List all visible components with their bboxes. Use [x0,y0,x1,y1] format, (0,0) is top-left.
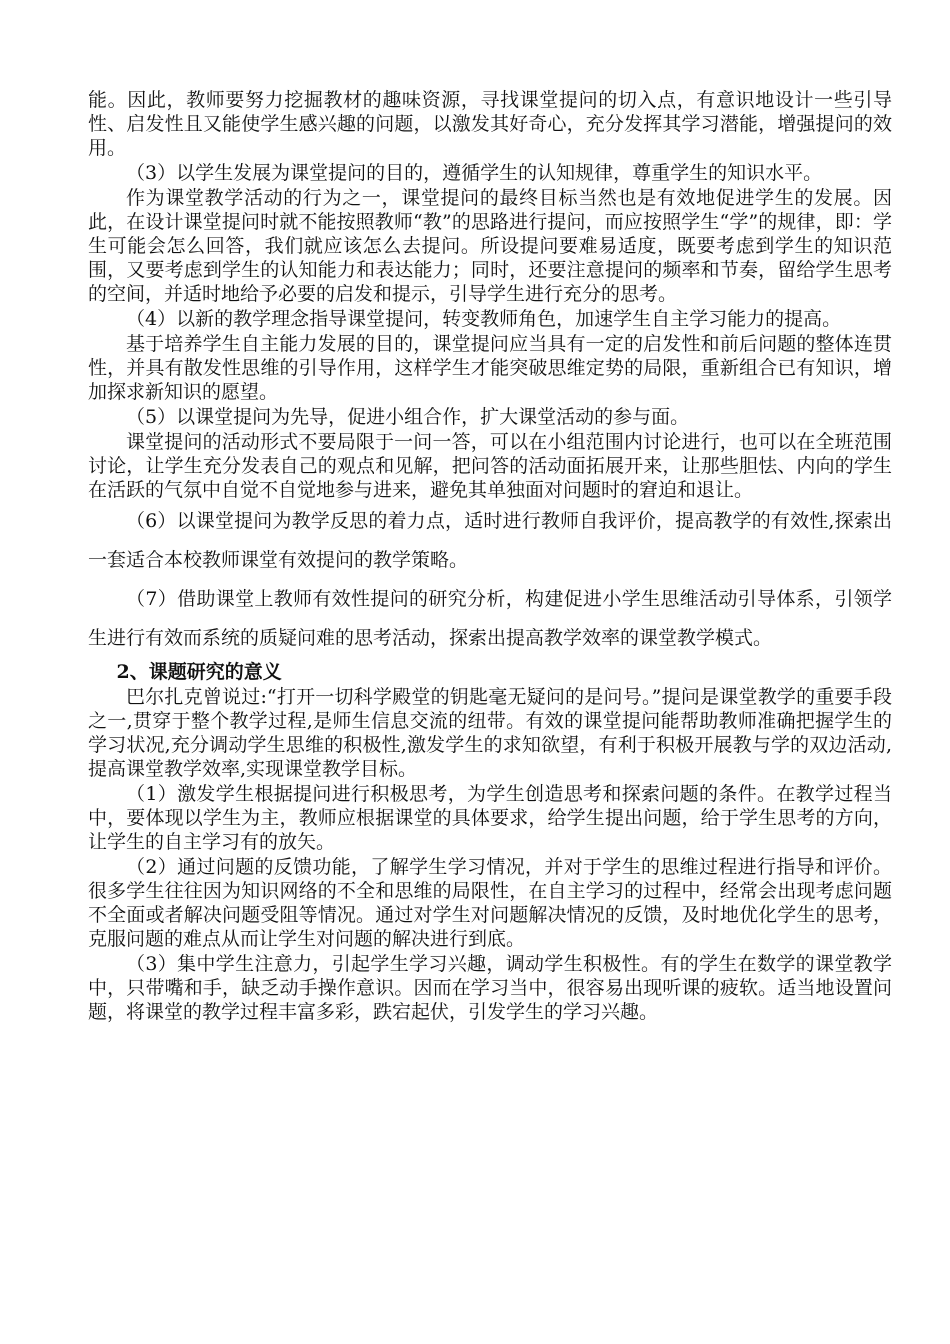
paragraph-8: （6）以课堂提问为教学反思的着力点，适时进行教师自我评价，提高教学的有效性,探索出一套适合本校教师课堂有效提问的教学策略。 [88,510,892,571]
document-page [88,88,892,1024]
paragraph-1: 能。因此，教师要努力挖掘教材的趣味资源，寻找课堂提问的切入点，有意识地设计一些引导性、启发性且又能使学生感兴趣的问题，以激发其好奇心，充分发挥其学习潜能，增强提问的效用。 [88,89,892,159]
paragraph-11: （1）激发学生根据提问进行积极思考，为学生创造思考和探索问题的条件。在教学过程当中，要体现以学生为主，教师应根据课堂的具体要求，给学生提出问题，给于学生思考的方向，让学生的自主学习有的放矢。 [88,783,892,853]
paragraph-7: 课堂提问的活动形式不要局限于一问一答，可以在小组范围内讨论进行，也可以在全班范围讨论，让学生充分发表自己的观点和见解，把问答的活动面拓展开来，让那些胆怯、内向的学生在活跃的气氛中自觉不自觉地参与进来，避免其单独面对问题时的窘迫和退让。 [88,431,892,501]
paragraph-4: （4）以新的教学理念指导课堂提问，转变教师角色，加速学生自主学习能力的提高。 [126,308,842,330]
paragraph-13: （3）集中学生注意力，引起学生学习兴趣，调动学生积极性。有的学生在数学的课堂教学中，只带嘴和手，缺乏动手操作意识。因而在学习当中，很容易出现听课的疲软。适当地设置问题，将课堂的教学过程丰富多彩，跌宕起伏，引发学生的学习兴趣。 [88,953,892,1023]
paragraph-3: 作为课堂教学活动的行为之一，课堂提问的最终目标当然也是有效地促进学生的发展。因此，在设计课堂提问时就不能按照教师“教”的思路进行提问，而应按照学生“学”的规律，即：学生可能会怎么回答，我们就应该怎么去提问。所设提问要难易适度，既要考虑到学生的知识范围，又要考虑到学生的认知能力和表达能力；同时，还要注意提问的频率和节奏，留给学生思考的空间，并适时地给予必要的启发和提示，引导学生进行充分的思考。 [88,187,892,305]
paragraph-10: 巴尔扎克曾说过:“打开一切科学殿堂的钥匙毫无疑问的是问号。”提问是课堂教学的重要手段之一,贯穿于整个教学过程,是师生信息交流的纽带。有效的课堂提问能帮助教师准确把握学生的学习状况,充分调动学生思维的积极性,激发学生的求知欲望，有利于积极开展教与学的双边活动,提高课堂教学效率,实现课堂教学目标。 [88,686,892,780]
paragraph-6: （5）以课堂提问为先导，促进小组合作，扩大课堂活动的参与面。 [126,406,690,428]
paragraph-12: （2）通过问题的反馈功能，了解学生学习情况，并对于学生的思维过程进行指导和评价。很多学生往往因为知识网络的不全和思维的局限性，在自主学习的过程中，经常会出现考虑问题不全面或者解决问题受阻等情况。通过对学生对问题解决情况的反馈，及时地优化学生的思考，克服问题的难点从而让学生对问题的解决进行到底。 [88,856,892,950]
paragraph-2: （3）以学生发展为课堂提问的目的，遵循学生的认知规律，尊重学生的知识水平。 [126,162,823,184]
paragraph-9: （7）借助课堂上教师有效性提问的研究分析，构建促进小学生思维活动引导体系，引领学生进行有效而系统的质疑问难的思考活动，探索出提高教学效率的课堂教学模式。 [88,588,892,649]
paragraph-5: 基于培养学生自主能力发展的目的，课堂提问应当具有一定的启发性和前后问题的整体连贯性，并具有散发性思维的引导作用，这样学生才能突破思维定势的局限，重新组合已有知识，增加探求新知识的愿望。 [88,333,892,403]
section-heading: 2、课题研究的意义 [116,661,282,683]
